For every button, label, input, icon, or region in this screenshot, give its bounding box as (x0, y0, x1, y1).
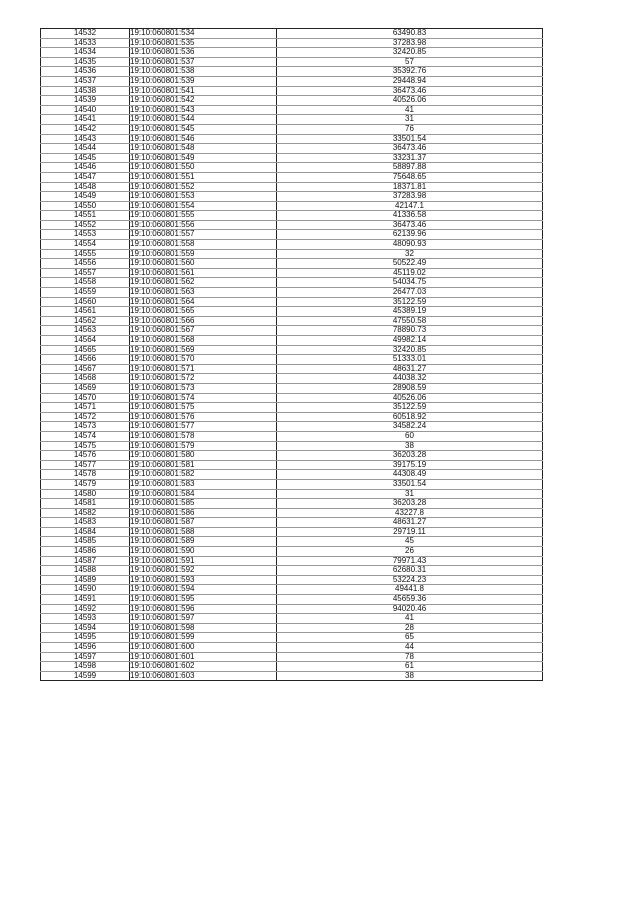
table-row (41, 211, 543, 221)
cadastral-number-cell: 19:10:060801:546 (130, 134, 277, 144)
table-row (41, 259, 543, 269)
table-row (41, 134, 543, 144)
table-row (41, 556, 543, 566)
table-row (41, 547, 543, 557)
value-cell: 50522.49 (277, 259, 543, 269)
value-cell: 35122.59 (277, 403, 543, 413)
cadastral-number-cell: 19:10:060801:555 (130, 211, 277, 221)
cadastral-number-cell: 19:10:060801:551 (130, 172, 277, 182)
record-number-cell: 14540 (41, 105, 130, 115)
record-number-cell: 14583 (41, 518, 130, 528)
table-row (41, 288, 543, 298)
value-cell: 39175.19 (277, 460, 543, 470)
record-number-cell: 14570 (41, 393, 130, 403)
table-row (41, 105, 543, 115)
value-cell: 45659.36 (277, 595, 543, 605)
record-number-cell: 14582 (41, 508, 130, 518)
record-number-cell: 14568 (41, 374, 130, 384)
cadastral-number-cell: 19:10:060801:575 (130, 403, 277, 413)
table-row (41, 566, 543, 576)
value-cell: 48631.27 (277, 364, 543, 374)
record-number-cell: 14562 (41, 316, 130, 326)
cadastral-number-cell: 19:10:060801:600 (130, 643, 277, 653)
cadastral-number-cell: 19:10:060801:599 (130, 633, 277, 643)
cadastral-number-cell: 19:10:060801:556 (130, 220, 277, 230)
cadastral-number-cell: 19:10:060801:597 (130, 614, 277, 624)
value-cell: 36473.46 (277, 86, 543, 96)
table-row (41, 29, 543, 39)
value-cell: 75648.65 (277, 172, 543, 182)
value-cell: 35392.76 (277, 67, 543, 77)
cadastral-number-cell: 19:10:060801:562 (130, 278, 277, 288)
cadastral-number-cell: 19:10:060801:550 (130, 163, 277, 173)
table-row (41, 604, 543, 614)
cadastral-number-cell: 19:10:060801:569 (130, 345, 277, 355)
record-number-cell: 14566 (41, 355, 130, 365)
cadastral-number-cell: 19:10:060801:572 (130, 374, 277, 384)
record-number-cell: 14544 (41, 144, 130, 154)
value-cell: 45119.02 (277, 268, 543, 278)
record-number-cell: 14574 (41, 431, 130, 441)
record-number-cell: 14569 (41, 383, 130, 393)
value-cell: 44 (277, 643, 543, 653)
table-row (41, 489, 543, 499)
record-number-cell: 14587 (41, 556, 130, 566)
value-cell: 53224.23 (277, 575, 543, 585)
record-number-cell: 14585 (41, 537, 130, 547)
table-row (41, 499, 543, 509)
cadastral-number-cell: 19:10:060801:564 (130, 297, 277, 307)
cadastral-number-cell: 19:10:060801:560 (130, 259, 277, 269)
table-row (41, 585, 543, 595)
record-number-cell: 14539 (41, 96, 130, 106)
record-number-cell: 14533 (41, 38, 130, 48)
cadastral-number-cell: 19:10:060801:586 (130, 508, 277, 518)
cadastral-number-cell: 19:10:060801:559 (130, 249, 277, 259)
cadastral-number-cell: 19:10:060801:581 (130, 460, 277, 470)
table-row (41, 671, 543, 681)
record-number-cell: 14554 (41, 240, 130, 250)
cadastral-number-cell: 19:10:060801:535 (130, 38, 277, 48)
value-cell: 36473.46 (277, 220, 543, 230)
record-number-cell: 14538 (41, 86, 130, 96)
cadastral-number-cell: 19:10:060801:543 (130, 105, 277, 115)
table-row (41, 230, 543, 240)
cadastral-number-cell: 19:10:060801:601 (130, 652, 277, 662)
record-number-cell: 14534 (41, 48, 130, 58)
cadastral-number-cell: 19:10:060801:548 (130, 144, 277, 154)
table-row (41, 383, 543, 393)
value-cell: 49982.14 (277, 336, 543, 346)
cadastral-number-cell: 19:10:060801:567 (130, 326, 277, 336)
cadastral-number-cell: 19:10:060801:544 (130, 115, 277, 125)
value-cell: 58897.88 (277, 163, 543, 173)
cadastral-number-cell: 19:10:060801:594 (130, 585, 277, 595)
table-row (41, 201, 543, 211)
cadastral-number-cell: 19:10:060801:536 (130, 48, 277, 58)
cadastral-number-cell: 19:10:060801:602 (130, 662, 277, 672)
value-cell: 36473.46 (277, 144, 543, 154)
value-cell: 36203.28 (277, 451, 543, 461)
cadastral-number-cell: 19:10:060801:585 (130, 499, 277, 509)
record-number-cell: 14546 (41, 163, 130, 173)
record-number-cell: 14589 (41, 575, 130, 585)
value-cell: 42147.1 (277, 201, 543, 211)
cadastral-number-cell: 19:10:060801:590 (130, 547, 277, 557)
value-cell: 32 (277, 249, 543, 259)
record-number-cell: 14541 (41, 115, 130, 125)
table-row (41, 249, 543, 259)
record-number-cell: 14586 (41, 547, 130, 557)
table-row (41, 537, 543, 547)
table-row (41, 163, 543, 173)
cadastral-number-cell: 19:10:060801:589 (130, 537, 277, 547)
record-number-cell: 14572 (41, 412, 130, 422)
record-number-cell: 14578 (41, 470, 130, 480)
record-number-cell: 14565 (41, 345, 130, 355)
value-cell: 31 (277, 489, 543, 499)
table-row (41, 403, 543, 413)
value-cell: 65 (277, 633, 543, 643)
record-number-cell: 14584 (41, 527, 130, 537)
cadastral-number-cell: 19:10:060801:595 (130, 595, 277, 605)
table-row (41, 278, 543, 288)
value-cell: 28 (277, 623, 543, 633)
record-number-cell: 14575 (41, 441, 130, 451)
value-cell: 36203.28 (277, 499, 543, 509)
table-row (41, 470, 543, 480)
table-row (41, 355, 543, 365)
record-number-cell: 14561 (41, 307, 130, 317)
table-row (41, 422, 543, 432)
cadastral-number-cell: 19:10:060801:577 (130, 422, 277, 432)
cadastral-number-cell: 19:10:060801:573 (130, 383, 277, 393)
record-number-cell: 14599 (41, 671, 130, 681)
table-row (41, 518, 543, 528)
value-cell: 51333.01 (277, 355, 543, 365)
record-number-cell: 14577 (41, 460, 130, 470)
value-cell: 35122.59 (277, 297, 543, 307)
table-row (41, 153, 543, 163)
record-number-cell: 14552 (41, 220, 130, 230)
record-number-cell: 14558 (41, 278, 130, 288)
record-number-cell: 14581 (41, 499, 130, 509)
value-cell: 60518.92 (277, 412, 543, 422)
record-number-cell: 14588 (41, 566, 130, 576)
record-number-cell: 14594 (41, 623, 130, 633)
table-row (41, 441, 543, 451)
record-number-cell: 14547 (41, 172, 130, 182)
table-row (41, 307, 543, 317)
cadastral-number-cell: 19:10:060801:541 (130, 86, 277, 96)
record-number-cell: 14592 (41, 604, 130, 614)
value-cell: 79971.43 (277, 556, 543, 566)
table-row (41, 412, 543, 422)
table-row (41, 451, 543, 461)
value-cell: 37283.98 (277, 192, 543, 202)
cadastral-number-cell: 19:10:060801:545 (130, 124, 277, 134)
record-number-cell: 14580 (41, 489, 130, 499)
value-cell: 44308.49 (277, 470, 543, 480)
value-cell: 45389.19 (277, 307, 543, 317)
value-cell: 43227.8 (277, 508, 543, 518)
table-row (41, 460, 543, 470)
table-row (41, 76, 543, 86)
cadastral-number-cell: 19:10:060801:557 (130, 230, 277, 240)
record-number-cell: 14551 (41, 211, 130, 221)
cadastral-number-cell: 19:10:060801:534 (130, 29, 277, 39)
record-number-cell: 14597 (41, 652, 130, 662)
record-number-cell: 14545 (41, 153, 130, 163)
value-cell: 63490.83 (277, 29, 543, 39)
table-row (41, 220, 543, 230)
table-row (41, 192, 543, 202)
record-number-cell: 14543 (41, 134, 130, 144)
table-row (41, 96, 543, 106)
value-cell: 57 (277, 57, 543, 67)
cadastral-number-cell: 19:10:060801:592 (130, 566, 277, 576)
record-number-cell: 14556 (41, 259, 130, 269)
cadastral-number-cell: 19:10:060801:598 (130, 623, 277, 633)
table-row (41, 643, 543, 653)
table-row (41, 316, 543, 326)
value-cell: 41336.58 (277, 211, 543, 221)
table-row (41, 115, 543, 125)
record-number-cell: 14590 (41, 585, 130, 595)
value-cell: 94020.46 (277, 604, 543, 614)
value-cell: 26477.03 (277, 288, 543, 298)
cadastral-number-cell: 19:10:060801:576 (130, 412, 277, 422)
value-cell: 33501.54 (277, 479, 543, 489)
value-cell: 62139.96 (277, 230, 543, 240)
table-row (41, 431, 543, 441)
value-cell: 32420.85 (277, 48, 543, 58)
value-cell: 48090.93 (277, 240, 543, 250)
table-row (41, 67, 543, 77)
cadastral-number-cell: 19:10:060801:580 (130, 451, 277, 461)
value-cell: 41 (277, 105, 543, 115)
record-number-cell: 14571 (41, 403, 130, 413)
record-number-cell: 14537 (41, 76, 130, 86)
record-number-cell: 14579 (41, 479, 130, 489)
table-row (41, 662, 543, 672)
cadastral-number-cell: 19:10:060801:574 (130, 393, 277, 403)
value-cell: 78890.73 (277, 326, 543, 336)
cadastral-number-cell: 19:10:060801:568 (130, 336, 277, 346)
cadastral-number-cell: 19:10:060801:542 (130, 96, 277, 106)
value-cell: 49441.8 (277, 585, 543, 595)
cadastral-number-cell: 19:10:060801:539 (130, 76, 277, 86)
record-number-cell: 14564 (41, 336, 130, 346)
value-cell: 37283.98 (277, 38, 543, 48)
table-row (41, 479, 543, 489)
cadastral-number-cell: 19:10:060801:587 (130, 518, 277, 528)
record-number-cell: 14559 (41, 288, 130, 298)
table-row (41, 633, 543, 643)
cadastral-number-cell: 19:10:060801:552 (130, 182, 277, 192)
record-number-cell: 14532 (41, 29, 130, 39)
value-cell: 28908.59 (277, 383, 543, 393)
cadastral-number-cell: 19:10:060801:554 (130, 201, 277, 211)
table-row (41, 614, 543, 624)
value-cell: 32420.85 (277, 345, 543, 355)
value-cell: 33231.37 (277, 153, 543, 163)
table-row (41, 297, 543, 307)
table-row (41, 240, 543, 250)
cadastral-number-cell: 19:10:060801:566 (130, 316, 277, 326)
table-row (41, 508, 543, 518)
value-cell: 62680.31 (277, 566, 543, 576)
value-cell: 40526.06 (277, 393, 543, 403)
cadastral-number-cell: 19:10:060801:537 (130, 57, 277, 67)
table-row (41, 364, 543, 374)
record-number-cell: 14573 (41, 422, 130, 432)
cadastral-number-cell: 19:10:060801:583 (130, 479, 277, 489)
table-row (41, 268, 543, 278)
value-cell: 34582.24 (277, 422, 543, 432)
value-cell: 29448.94 (277, 76, 543, 86)
value-cell: 31 (277, 115, 543, 125)
value-cell: 41 (277, 614, 543, 624)
table-row (41, 345, 543, 355)
value-cell: 47550.58 (277, 316, 543, 326)
cadastral-number-cell: 19:10:060801:588 (130, 527, 277, 537)
table-body (41, 29, 543, 681)
value-cell: 26 (277, 547, 543, 557)
data-table (40, 28, 543, 681)
table-row (41, 623, 543, 633)
record-number-cell: 14598 (41, 662, 130, 672)
value-cell: 76 (277, 124, 543, 134)
table-row (41, 182, 543, 192)
record-number-cell: 14553 (41, 230, 130, 240)
cadastral-number-cell: 19:10:060801:596 (130, 604, 277, 614)
cadastral-number-cell: 19:10:060801:561 (130, 268, 277, 278)
cadastral-number-cell: 19:10:060801:603 (130, 671, 277, 681)
record-number-cell: 14557 (41, 268, 130, 278)
cadastral-number-cell: 19:10:060801:571 (130, 364, 277, 374)
cadastral-number-cell: 19:10:060801:570 (130, 355, 277, 365)
record-number-cell: 14550 (41, 201, 130, 211)
value-cell: 33501.54 (277, 134, 543, 144)
value-cell: 45 (277, 537, 543, 547)
value-cell: 18371.81 (277, 182, 543, 192)
table-row (41, 336, 543, 346)
table-row (41, 124, 543, 134)
value-cell: 40526.06 (277, 96, 543, 106)
table-row (41, 38, 543, 48)
value-cell: 48631.27 (277, 518, 543, 528)
record-number-cell: 14576 (41, 451, 130, 461)
value-cell: 38 (277, 671, 543, 681)
record-number-cell: 14536 (41, 67, 130, 77)
cadastral-number-cell: 19:10:060801:578 (130, 431, 277, 441)
cadastral-number-cell: 19:10:060801:549 (130, 153, 277, 163)
table-row (41, 527, 543, 537)
value-cell: 60 (277, 431, 543, 441)
cadastral-number-cell: 19:10:060801:593 (130, 575, 277, 585)
cadastral-number-cell: 19:10:060801:558 (130, 240, 277, 250)
cadastral-number-cell: 19:10:060801:565 (130, 307, 277, 317)
value-cell: 61 (277, 662, 543, 672)
record-number-cell: 14542 (41, 124, 130, 134)
table-row (41, 652, 543, 662)
cadastral-number-cell: 19:10:060801:553 (130, 192, 277, 202)
table-row (41, 172, 543, 182)
record-number-cell: 14593 (41, 614, 130, 624)
cadastral-number-cell: 19:10:060801:591 (130, 556, 277, 566)
cadastral-number-cell: 19:10:060801:538 (130, 67, 277, 77)
table-row (41, 393, 543, 403)
record-number-cell: 14591 (41, 595, 130, 605)
table-row (41, 326, 543, 336)
table-row (41, 48, 543, 58)
value-cell: 54034.75 (277, 278, 543, 288)
record-number-cell: 14560 (41, 297, 130, 307)
table-row (41, 595, 543, 605)
record-number-cell: 14549 (41, 192, 130, 202)
record-number-cell: 14535 (41, 57, 130, 67)
record-number-cell: 14555 (41, 249, 130, 259)
record-number-cell: 14548 (41, 182, 130, 192)
record-number-cell: 14595 (41, 633, 130, 643)
value-cell: 38 (277, 441, 543, 451)
cadastral-number-cell: 19:10:060801:563 (130, 288, 277, 298)
record-number-cell: 14567 (41, 364, 130, 374)
table-row (41, 57, 543, 67)
table-row (41, 374, 543, 384)
value-cell: 29719.11 (277, 527, 543, 537)
cadastral-number-cell: 19:10:060801:584 (130, 489, 277, 499)
table-row (41, 86, 543, 96)
value-cell: 78 (277, 652, 543, 662)
record-number-cell: 14563 (41, 326, 130, 336)
cadastral-number-cell: 19:10:060801:582 (130, 470, 277, 480)
value-cell: 44038.32 (277, 374, 543, 384)
record-number-cell: 14596 (41, 643, 130, 653)
table-row (41, 575, 543, 585)
table-row (41, 144, 543, 154)
cadastral-number-cell: 19:10:060801:579 (130, 441, 277, 451)
